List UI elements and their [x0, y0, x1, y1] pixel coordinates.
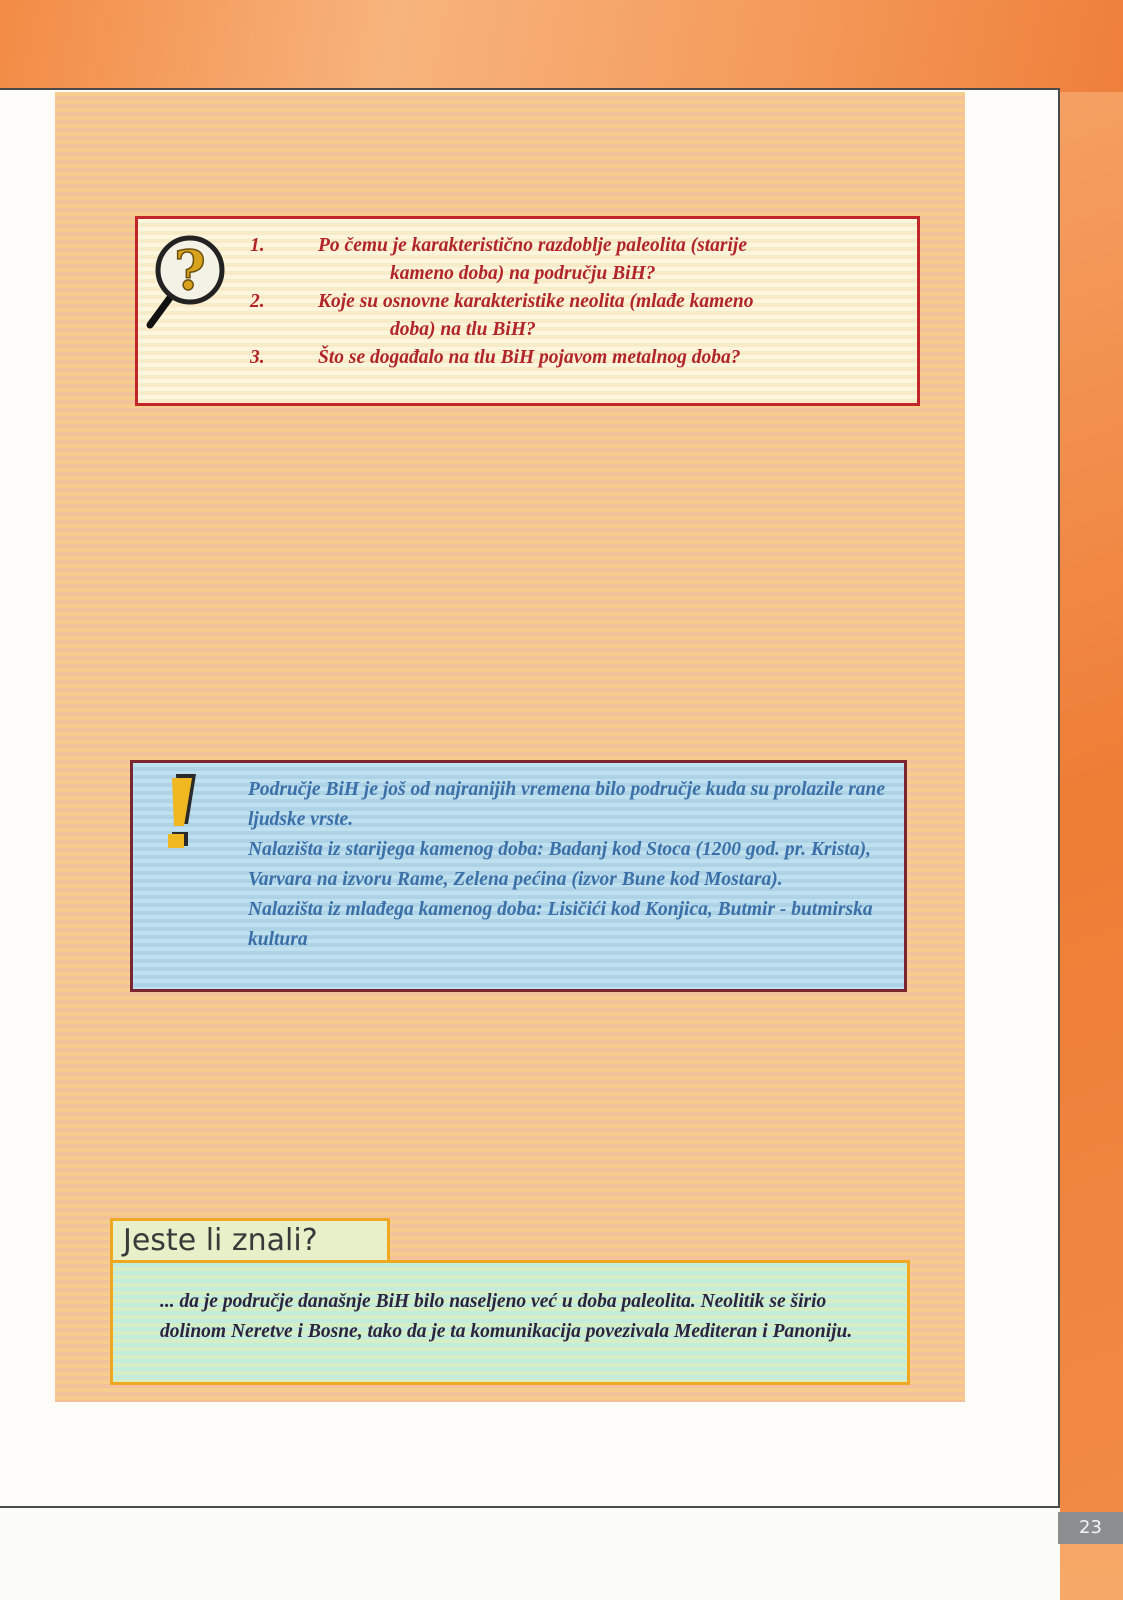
questions-list [250, 232, 900, 372]
question-number: 1. [250, 235, 265, 256]
question-text: Koje su osnovne karakteristike neolita (mlađe kameno [318, 291, 754, 312]
page-number: 23 [1058, 1512, 1123, 1544]
decorative-right-band [1055, 92, 1123, 1512]
fact-paragraph: Nalazišta iz mlađega kamenog doba: Lisičići kod Konjica, Butmir - butmirska kultura [248, 899, 873, 950]
question-text-continued: doba) na tlu BiH? [390, 319, 536, 340]
question-item [250, 288, 900, 344]
question-number: 2. [250, 291, 265, 312]
did-you-know-text: ... da je područje današnje BiH bilo naseljeno već u doba paleolita. Neolitik se širio dolinom Neretve i Bosne, tako da je ta komunikacija povezivala Mediteran i Panoniju. [160, 1291, 853, 1342]
decorative-top-band [0, 0, 1123, 92]
exclamation-icon [162, 772, 207, 852]
question-text: Po čemu je karakteristično razdoblje paleolita (starije [318, 235, 747, 256]
facts-text [248, 775, 893, 955]
svg-text:?: ? [174, 238, 206, 302]
fact-paragraph: Područje BiH je još od najranijih vremena bilo područje kuda su prolazile rane ljudske vrste. [248, 779, 886, 830]
page-bottom-margin [0, 1508, 1060, 1600]
did-you-know-heading: Jeste li znali? [110, 1218, 390, 1262]
question-item [250, 344, 900, 372]
question-text-continued: kameno doba) na području BiH? [390, 263, 656, 284]
show-through-background [70, 95, 950, 177]
question-text: Što se događalo na tlu BiH pojavom metalnog doba? [318, 347, 741, 368]
magnifier-question-icon [140, 225, 235, 335]
question-item [250, 232, 900, 288]
question-number: 3. [250, 347, 265, 368]
fact-paragraph: Nalazišta iz starijega kamenog doba: Badanj kod Stoca (1200 god. pr. Krista), Varvara na izvoru Rame, Zelena pećina (izvor Bune kod Mostara). [248, 839, 871, 890]
